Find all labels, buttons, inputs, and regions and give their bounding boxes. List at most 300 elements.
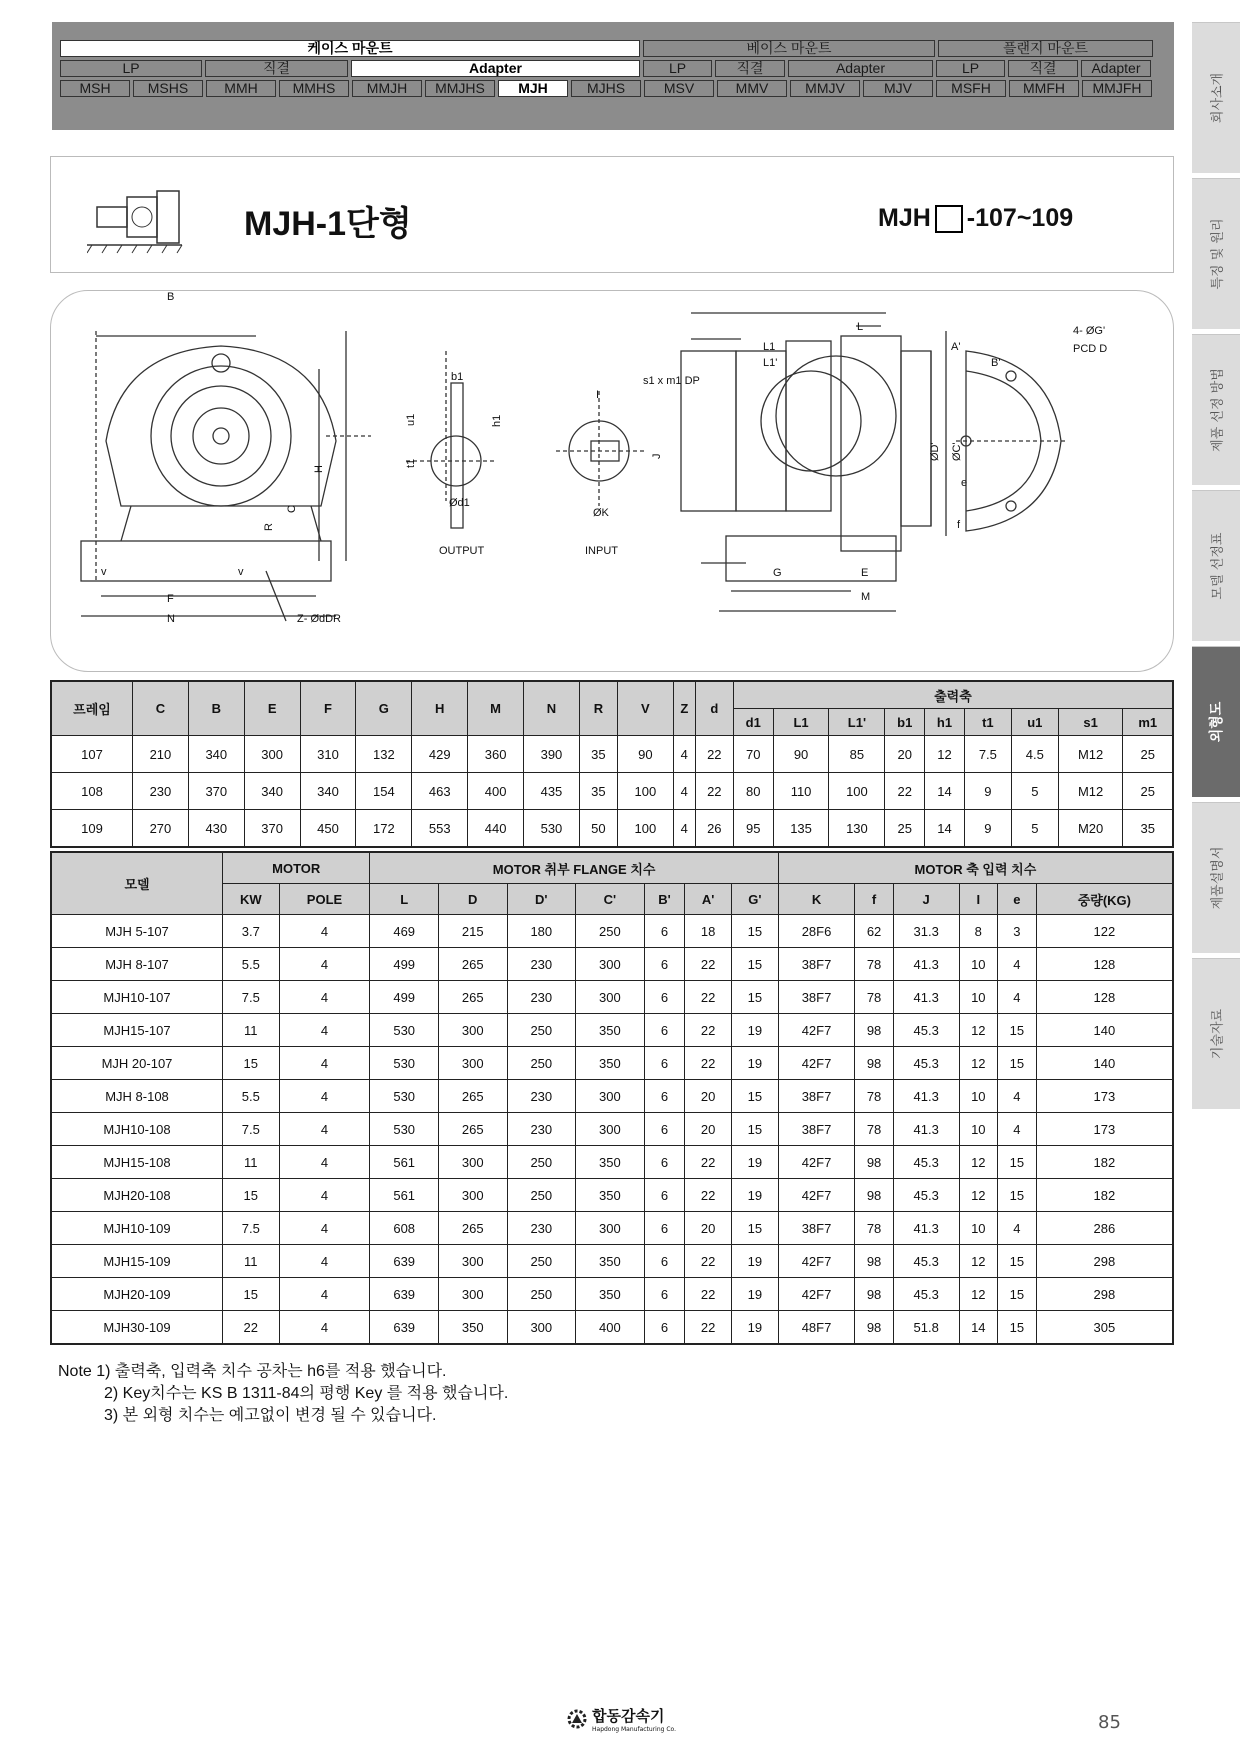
- nav-sub-lp[interactable]: LP: [643, 60, 712, 77]
- table-cell: 298: [1036, 1278, 1173, 1311]
- nav-model[interactable]: MMJHS: [425, 80, 495, 97]
- product-nav: [52, 22, 1174, 130]
- table-cell: 3.7: [223, 915, 280, 948]
- table-cell: 85: [829, 736, 885, 773]
- company-name: 합동감속기: [592, 1707, 665, 1725]
- table-cell: 350: [576, 1278, 645, 1311]
- table-cell: 463: [412, 773, 468, 810]
- table-cell: 5: [1011, 773, 1058, 810]
- nav-model[interactable]: MJHS: [571, 80, 641, 97]
- table-cell: 35: [579, 773, 617, 810]
- column-header: R: [579, 681, 617, 736]
- table-cell: 98: [855, 1146, 894, 1179]
- table-cell: 80: [733, 773, 773, 810]
- table-row: [51, 1113, 1173, 1146]
- table-cell: 38F7: [778, 1080, 854, 1113]
- table-cell: 300: [576, 1113, 645, 1146]
- table-cell: 4: [279, 1047, 370, 1080]
- table-cell: 4: [279, 1146, 370, 1179]
- table-cell: 300: [576, 1212, 645, 1245]
- table-cell: 20: [685, 1113, 732, 1146]
- table-cell: 300: [507, 1311, 576, 1345]
- nav-model[interactable]: MJV: [863, 80, 933, 97]
- table-cell: 400: [576, 1311, 645, 1345]
- table-cell: 18: [685, 915, 732, 948]
- dim-label-L1p: L1': [763, 357, 778, 369]
- table-cell: 107: [51, 736, 133, 773]
- column-header: s1: [1058, 709, 1123, 736]
- table-cell: 12: [959, 1146, 998, 1179]
- nav-sub-adapter[interactable]: Adapter: [351, 60, 640, 77]
- nav-model[interactable]: MMV: [717, 80, 787, 97]
- nav-group-case-mount[interactable]: 케이스 마운트: [60, 40, 640, 57]
- nav-group-flange-mount[interactable]: 플랜지 마운트: [938, 40, 1153, 57]
- table-cell: 22: [685, 1146, 732, 1179]
- table-cell: 250: [507, 1146, 576, 1179]
- column-header: G': [732, 884, 779, 915]
- table-header-row: [51, 681, 1173, 709]
- nav-sub-direct[interactable]: 직결: [715, 60, 785, 77]
- dim-label-t1: t1: [405, 458, 417, 468]
- dim-label-B: B: [167, 291, 175, 303]
- dim-label-I: I: [596, 389, 600, 401]
- table-cell: 10: [959, 981, 998, 1014]
- column-header: t1: [964, 709, 1011, 736]
- dim-label-f: f: [957, 519, 961, 531]
- table-cell: 340: [188, 736, 244, 773]
- table-cell: 48F7: [778, 1311, 854, 1345]
- dim-label-d1: Ød1: [449, 497, 470, 509]
- table-cell: 128: [1036, 981, 1173, 1014]
- table-cell: 128: [1036, 948, 1173, 981]
- table-cell: 100: [829, 773, 885, 810]
- table-row: [51, 1212, 1173, 1245]
- table-cell: 265: [438, 981, 507, 1014]
- table-cell: 51.8: [893, 1311, 959, 1345]
- table-cell: 19: [732, 1146, 779, 1179]
- table-cell: 109: [51, 810, 133, 848]
- table-row: [51, 736, 1173, 773]
- table-cell: 250: [576, 915, 645, 948]
- table-cell: 22: [223, 1311, 280, 1345]
- table-row: [51, 1146, 1173, 1179]
- column-header: G: [356, 681, 412, 736]
- nav-sub-direct[interactable]: 직결: [1008, 60, 1078, 77]
- table-cell: 78: [855, 1080, 894, 1113]
- dim-label-J: J: [651, 453, 663, 459]
- page-number: 85: [1098, 1712, 1121, 1733]
- table-row: [51, 1080, 1173, 1113]
- dim-label-R: R: [263, 523, 275, 531]
- dimension-drawing-panel: [50, 290, 1174, 672]
- table-cell: 639: [370, 1245, 439, 1278]
- table-cell: 6: [644, 1146, 685, 1179]
- table-cell: 20: [885, 736, 925, 773]
- column-header: POLE: [279, 884, 370, 915]
- table-cell: 45.3: [893, 1146, 959, 1179]
- column-header: KW: [223, 884, 280, 915]
- table-cell: M12: [1058, 736, 1123, 773]
- column-header: I: [959, 884, 998, 915]
- table-cell: 25: [885, 810, 925, 848]
- column-header: A': [685, 884, 732, 915]
- table-cell: 250: [507, 1047, 576, 1080]
- table-cell: 15: [223, 1179, 280, 1212]
- table-cell: 12: [959, 1014, 998, 1047]
- table-cell: 4: [279, 1080, 370, 1113]
- table-cell: 14: [925, 810, 965, 848]
- side-tab-dimensions-active[interactable]: [1192, 646, 1240, 797]
- frame-dimension-table: [50, 680, 1174, 848]
- table-cell: 25: [1123, 736, 1173, 773]
- nav-model-active[interactable]: MJH: [498, 80, 568, 97]
- table-cell: 10: [959, 948, 998, 981]
- table-cell: MJH10-107: [51, 981, 223, 1014]
- model-prefix: MJH: [878, 204, 931, 232]
- table-cell: 4: [998, 1212, 1037, 1245]
- group-header-flange: MOTOR 취부 FLANGE 치수: [370, 852, 778, 884]
- dim-label-G: G: [773, 567, 782, 579]
- table-cell: 9: [964, 773, 1011, 810]
- table-cell: 154: [356, 773, 412, 810]
- table-cell: 4: [279, 1245, 370, 1278]
- table-cell: 15: [732, 1113, 779, 1146]
- table-cell: 5.5: [223, 1080, 280, 1113]
- table-cell: 7.5: [223, 1113, 280, 1146]
- column-header: L: [370, 884, 439, 915]
- table-cell: 270: [133, 810, 189, 848]
- table-cell: 15: [998, 1245, 1037, 1278]
- table-cell: 22: [885, 773, 925, 810]
- dim-label-h1: h1: [491, 414, 503, 427]
- table-cell: 390: [524, 736, 580, 773]
- dim-label-Z: Z- ØdDR: [297, 613, 341, 625]
- table-cell: 12: [959, 1179, 998, 1212]
- column-header-model: 모델: [51, 852, 223, 915]
- table-cell: 4: [998, 948, 1037, 981]
- column-header: d: [695, 681, 733, 736]
- table-cell: 6: [644, 1014, 685, 1047]
- table-cell: 300: [438, 1278, 507, 1311]
- table-cell: 173: [1036, 1113, 1173, 1146]
- side-tab-features[interactable]: [1192, 178, 1240, 329]
- side-tab-technical[interactable]: [1192, 958, 1240, 1109]
- column-header: L1': [829, 709, 885, 736]
- table-cell: MJH 5-107: [51, 915, 223, 948]
- motor-table-body: [51, 915, 1173, 1345]
- nav-model[interactable]: MMJV: [790, 80, 860, 97]
- table-cell: 305: [1036, 1311, 1173, 1345]
- table-cell: 250: [507, 1278, 576, 1311]
- table-row: [51, 915, 1173, 948]
- dim-label-pcd: PCD D: [1073, 343, 1108, 355]
- page-title: MJH-1단형: [244, 205, 412, 243]
- column-header: E: [244, 681, 300, 736]
- dim-label-Gp: 4- ØG': [1073, 325, 1106, 337]
- table-cell: MJH15-108: [51, 1146, 223, 1179]
- table-cell: 41.3: [893, 1212, 959, 1245]
- dim-label-u1: u1: [405, 413, 417, 426]
- dim-label-Bp: B': [991, 357, 1001, 369]
- table-cell: 429: [412, 736, 468, 773]
- table-cell: 400: [468, 773, 524, 810]
- table-cell: 310: [300, 736, 356, 773]
- table-cell: 100: [617, 810, 673, 848]
- table-cell: 19: [732, 1014, 779, 1047]
- dim-label-Cp: ØC': [951, 442, 963, 461]
- note-3: 3) 본 외형 치수는 예고없이 변경 될 수 있습니다.: [104, 1407, 437, 1424]
- nav-group-base-mount[interactable]: 베이스 마운트: [643, 40, 935, 57]
- table-cell: 90: [617, 736, 673, 773]
- input-caption: INPUT: [585, 545, 618, 557]
- table-cell: 140: [1036, 1014, 1173, 1047]
- table-cell: 14: [925, 773, 965, 810]
- table-cell: 25: [1123, 773, 1173, 810]
- side-tab-company[interactable]: [1192, 22, 1240, 173]
- table-cell: 265: [438, 1113, 507, 1146]
- column-header: B: [188, 681, 244, 736]
- table-cell: 4: [673, 736, 695, 773]
- table-cell: MJH20-109: [51, 1278, 223, 1311]
- table-cell: 108: [51, 773, 133, 810]
- table-cell: 20: [685, 1080, 732, 1113]
- table-cell: 6: [644, 1311, 685, 1345]
- table-cell: 4: [998, 1080, 1037, 1113]
- dim-label-N: N: [167, 613, 175, 625]
- reducer-thumbnail-icon: [87, 187, 187, 257]
- table-cell: 350: [576, 1014, 645, 1047]
- nav-sub-adapter[interactable]: Adapter: [788, 60, 933, 77]
- table-cell: 5: [1011, 810, 1058, 848]
- table-cell: 182: [1036, 1146, 1173, 1179]
- nav-model[interactable]: MSH: [60, 80, 130, 97]
- table-cell: 5.5: [223, 948, 280, 981]
- table-cell: 22: [685, 948, 732, 981]
- column-header: K: [778, 884, 854, 915]
- table-cell: 6: [644, 1080, 685, 1113]
- dim-label-F: F: [167, 593, 174, 605]
- table-cell: 7.5: [223, 981, 280, 1014]
- dim-label-v: v: [101, 566, 107, 578]
- column-header: N: [524, 681, 580, 736]
- group-header-input: MOTOR 축 입력 치수: [778, 852, 1173, 884]
- table-cell: 6: [644, 1212, 685, 1245]
- table-cell: 450: [300, 810, 356, 848]
- table-cell: 4: [279, 1014, 370, 1047]
- dim-label-b1: b1: [451, 371, 464, 383]
- table-cell: 250: [507, 1014, 576, 1047]
- table-cell: 639: [370, 1311, 439, 1345]
- table-cell: 42F7: [778, 1047, 854, 1080]
- column-header: J: [893, 884, 959, 915]
- table-cell: 45.3: [893, 1014, 959, 1047]
- dim-label-Ap: A': [951, 341, 961, 353]
- table-cell: 250: [507, 1245, 576, 1278]
- side-tab-label: 특징 및 원리: [1210, 218, 1226, 290]
- table-cell: 41.3: [893, 948, 959, 981]
- table-cell: 95: [733, 810, 773, 848]
- table-cell: 9: [964, 810, 1011, 848]
- table-cell: 45.3: [893, 1179, 959, 1212]
- side-tab-label: 제품설명서: [1210, 846, 1226, 910]
- side-tab-selection-method[interactable]: [1192, 334, 1240, 485]
- table-cell: M12: [1058, 773, 1123, 810]
- nav-model[interactable]: MSV: [644, 80, 714, 97]
- nav-model[interactable]: MMH: [206, 80, 276, 97]
- table-cell: MJH10-108: [51, 1113, 223, 1146]
- table-cell: 300: [576, 981, 645, 1014]
- table-cell: 435: [524, 773, 580, 810]
- table-cell: 70: [733, 736, 773, 773]
- dim-label-H: H: [313, 465, 325, 473]
- column-header: h1: [925, 709, 965, 736]
- table-cell: MJH15-107: [51, 1014, 223, 1047]
- table-cell: 38F7: [778, 1212, 854, 1245]
- table-cell: 300: [438, 1047, 507, 1080]
- dim-label-K: ØK: [593, 507, 609, 519]
- motor-dimension-table: [50, 851, 1174, 1345]
- table-cell: 530: [370, 1014, 439, 1047]
- nav-sub-lp[interactable]: LP: [936, 60, 1005, 77]
- side-tab-model-table[interactable]: [1192, 490, 1240, 641]
- nav-sub-direct[interactable]: 직결: [205, 60, 348, 77]
- table-cell: 14: [959, 1311, 998, 1345]
- table-cell: 100: [617, 773, 673, 810]
- table-cell: 135: [773, 810, 829, 848]
- table-cell: 22: [685, 1245, 732, 1278]
- model-suffix: -107~109: [966, 204, 1074, 232]
- table-cell: 350: [576, 1179, 645, 1212]
- table-cell: 230: [507, 1113, 576, 1146]
- dim-label-M: M: [861, 591, 871, 603]
- table-cell: 639: [370, 1278, 439, 1311]
- note-2: 2) Key치수는 KS B 1311-84의 평행 Key 를 적용 했습니다.: [104, 1385, 509, 1402]
- table-cell: 360: [468, 736, 524, 773]
- table-cell: 6: [644, 1278, 685, 1311]
- table-cell: 45.3: [893, 1278, 959, 1311]
- table-cell: 530: [370, 1113, 439, 1146]
- nav-model[interactable]: MMJH: [352, 80, 422, 97]
- table-cell: 350: [576, 1146, 645, 1179]
- table-cell: 15: [223, 1047, 280, 1080]
- nav-model[interactable]: MSFH: [936, 80, 1006, 97]
- table-cell: 15: [998, 1146, 1037, 1179]
- table-cell: 20: [685, 1212, 732, 1245]
- company-logo: [566, 1705, 676, 1733]
- nav-model[interactable]: MSHS: [133, 80, 203, 97]
- table-cell: 350: [576, 1245, 645, 1278]
- table-cell: 430: [188, 810, 244, 848]
- nav-model[interactable]: MMHS: [279, 80, 349, 97]
- table-cell: 4: [279, 981, 370, 1014]
- table-cell: 265: [438, 948, 507, 981]
- table-cell: 300: [438, 1245, 507, 1278]
- table-cell: 4: [673, 773, 695, 810]
- table-cell: 122: [1036, 915, 1173, 948]
- table-cell: MJH15-109: [51, 1245, 223, 1278]
- table-cell: 530: [370, 1047, 439, 1080]
- table-cell: 4: [673, 810, 695, 848]
- table-row: [51, 810, 1173, 848]
- table-cell: 15: [998, 1179, 1037, 1212]
- side-tab-manual[interactable]: [1192, 802, 1240, 953]
- table-cell: 110: [773, 773, 829, 810]
- nav-group-row: [60, 40, 1153, 57]
- table-row: [51, 948, 1173, 981]
- table-row: [51, 1179, 1173, 1212]
- side-tab-label: 제품 선정 방법: [1210, 368, 1226, 452]
- dim-label-e: e: [961, 477, 968, 489]
- nav-model[interactable]: MMFH: [1009, 80, 1079, 97]
- table-cell: 28F6: [778, 915, 854, 948]
- dim-label-Dp: ØD': [929, 442, 941, 461]
- side-tab-label: 회사소개: [1210, 72, 1226, 124]
- table-cell: 4: [279, 1212, 370, 1245]
- table-cell: 440: [468, 810, 524, 848]
- table-cell: 42F7: [778, 1278, 854, 1311]
- dim-label-C: C: [286, 505, 298, 513]
- table-cell: M20: [1058, 810, 1123, 848]
- column-header: m1: [1123, 709, 1173, 736]
- column-header: H: [412, 681, 468, 736]
- table-cell: 78: [855, 1113, 894, 1146]
- table-cell: 7.5: [964, 736, 1011, 773]
- table-cell: 90: [773, 736, 829, 773]
- table-cell: 35: [1123, 810, 1173, 848]
- nav-sub-lp[interactable]: LP: [60, 60, 202, 77]
- frame-table-body: [51, 736, 1173, 848]
- nav-model-row: [60, 80, 1152, 97]
- table-cell: 12: [925, 736, 965, 773]
- table-cell: 41.3: [893, 1113, 959, 1146]
- model-range: [878, 204, 1073, 233]
- table-cell: MJH 20-107: [51, 1047, 223, 1080]
- side-tab-label: 외형도: [1209, 701, 1225, 743]
- dim-label-L1: L1: [763, 341, 776, 353]
- table-cell: 561: [370, 1146, 439, 1179]
- table-cell: 230: [133, 773, 189, 810]
- nav-sub-adapter[interactable]: Adapter: [1081, 60, 1151, 77]
- table-row: [51, 1311, 1173, 1345]
- table-cell: 6: [644, 1179, 685, 1212]
- table-cell: 22: [685, 1047, 732, 1080]
- column-header: M: [468, 681, 524, 736]
- table-header-row: [51, 852, 1173, 884]
- column-header: e: [998, 884, 1037, 915]
- group-header-output-shaft: 출력축: [733, 681, 1173, 709]
- table-cell: 41.3: [893, 1080, 959, 1113]
- table-cell: 78: [855, 1212, 894, 1245]
- table-cell: 42F7: [778, 1014, 854, 1047]
- table-cell: 10: [959, 1113, 998, 1146]
- nav-model[interactable]: MMJFH: [1082, 80, 1152, 97]
- table-cell: 608: [370, 1212, 439, 1245]
- table-cell: 4: [279, 1179, 370, 1212]
- table-cell: 15: [998, 1311, 1037, 1345]
- table-row: [51, 981, 1173, 1014]
- table-cell: 230: [507, 1212, 576, 1245]
- table-cell: 265: [438, 1212, 507, 1245]
- group-header-motor: MOTOR: [223, 852, 370, 884]
- table-cell: 4: [279, 948, 370, 981]
- table-cell: MJH10-109: [51, 1212, 223, 1245]
- table-cell: 4: [279, 1113, 370, 1146]
- table-cell: 19: [732, 1179, 779, 1212]
- table-cell: 38F7: [778, 981, 854, 1014]
- table-cell: 11: [223, 1146, 280, 1179]
- table-cell: 530: [370, 1080, 439, 1113]
- table-cell: 300: [576, 1080, 645, 1113]
